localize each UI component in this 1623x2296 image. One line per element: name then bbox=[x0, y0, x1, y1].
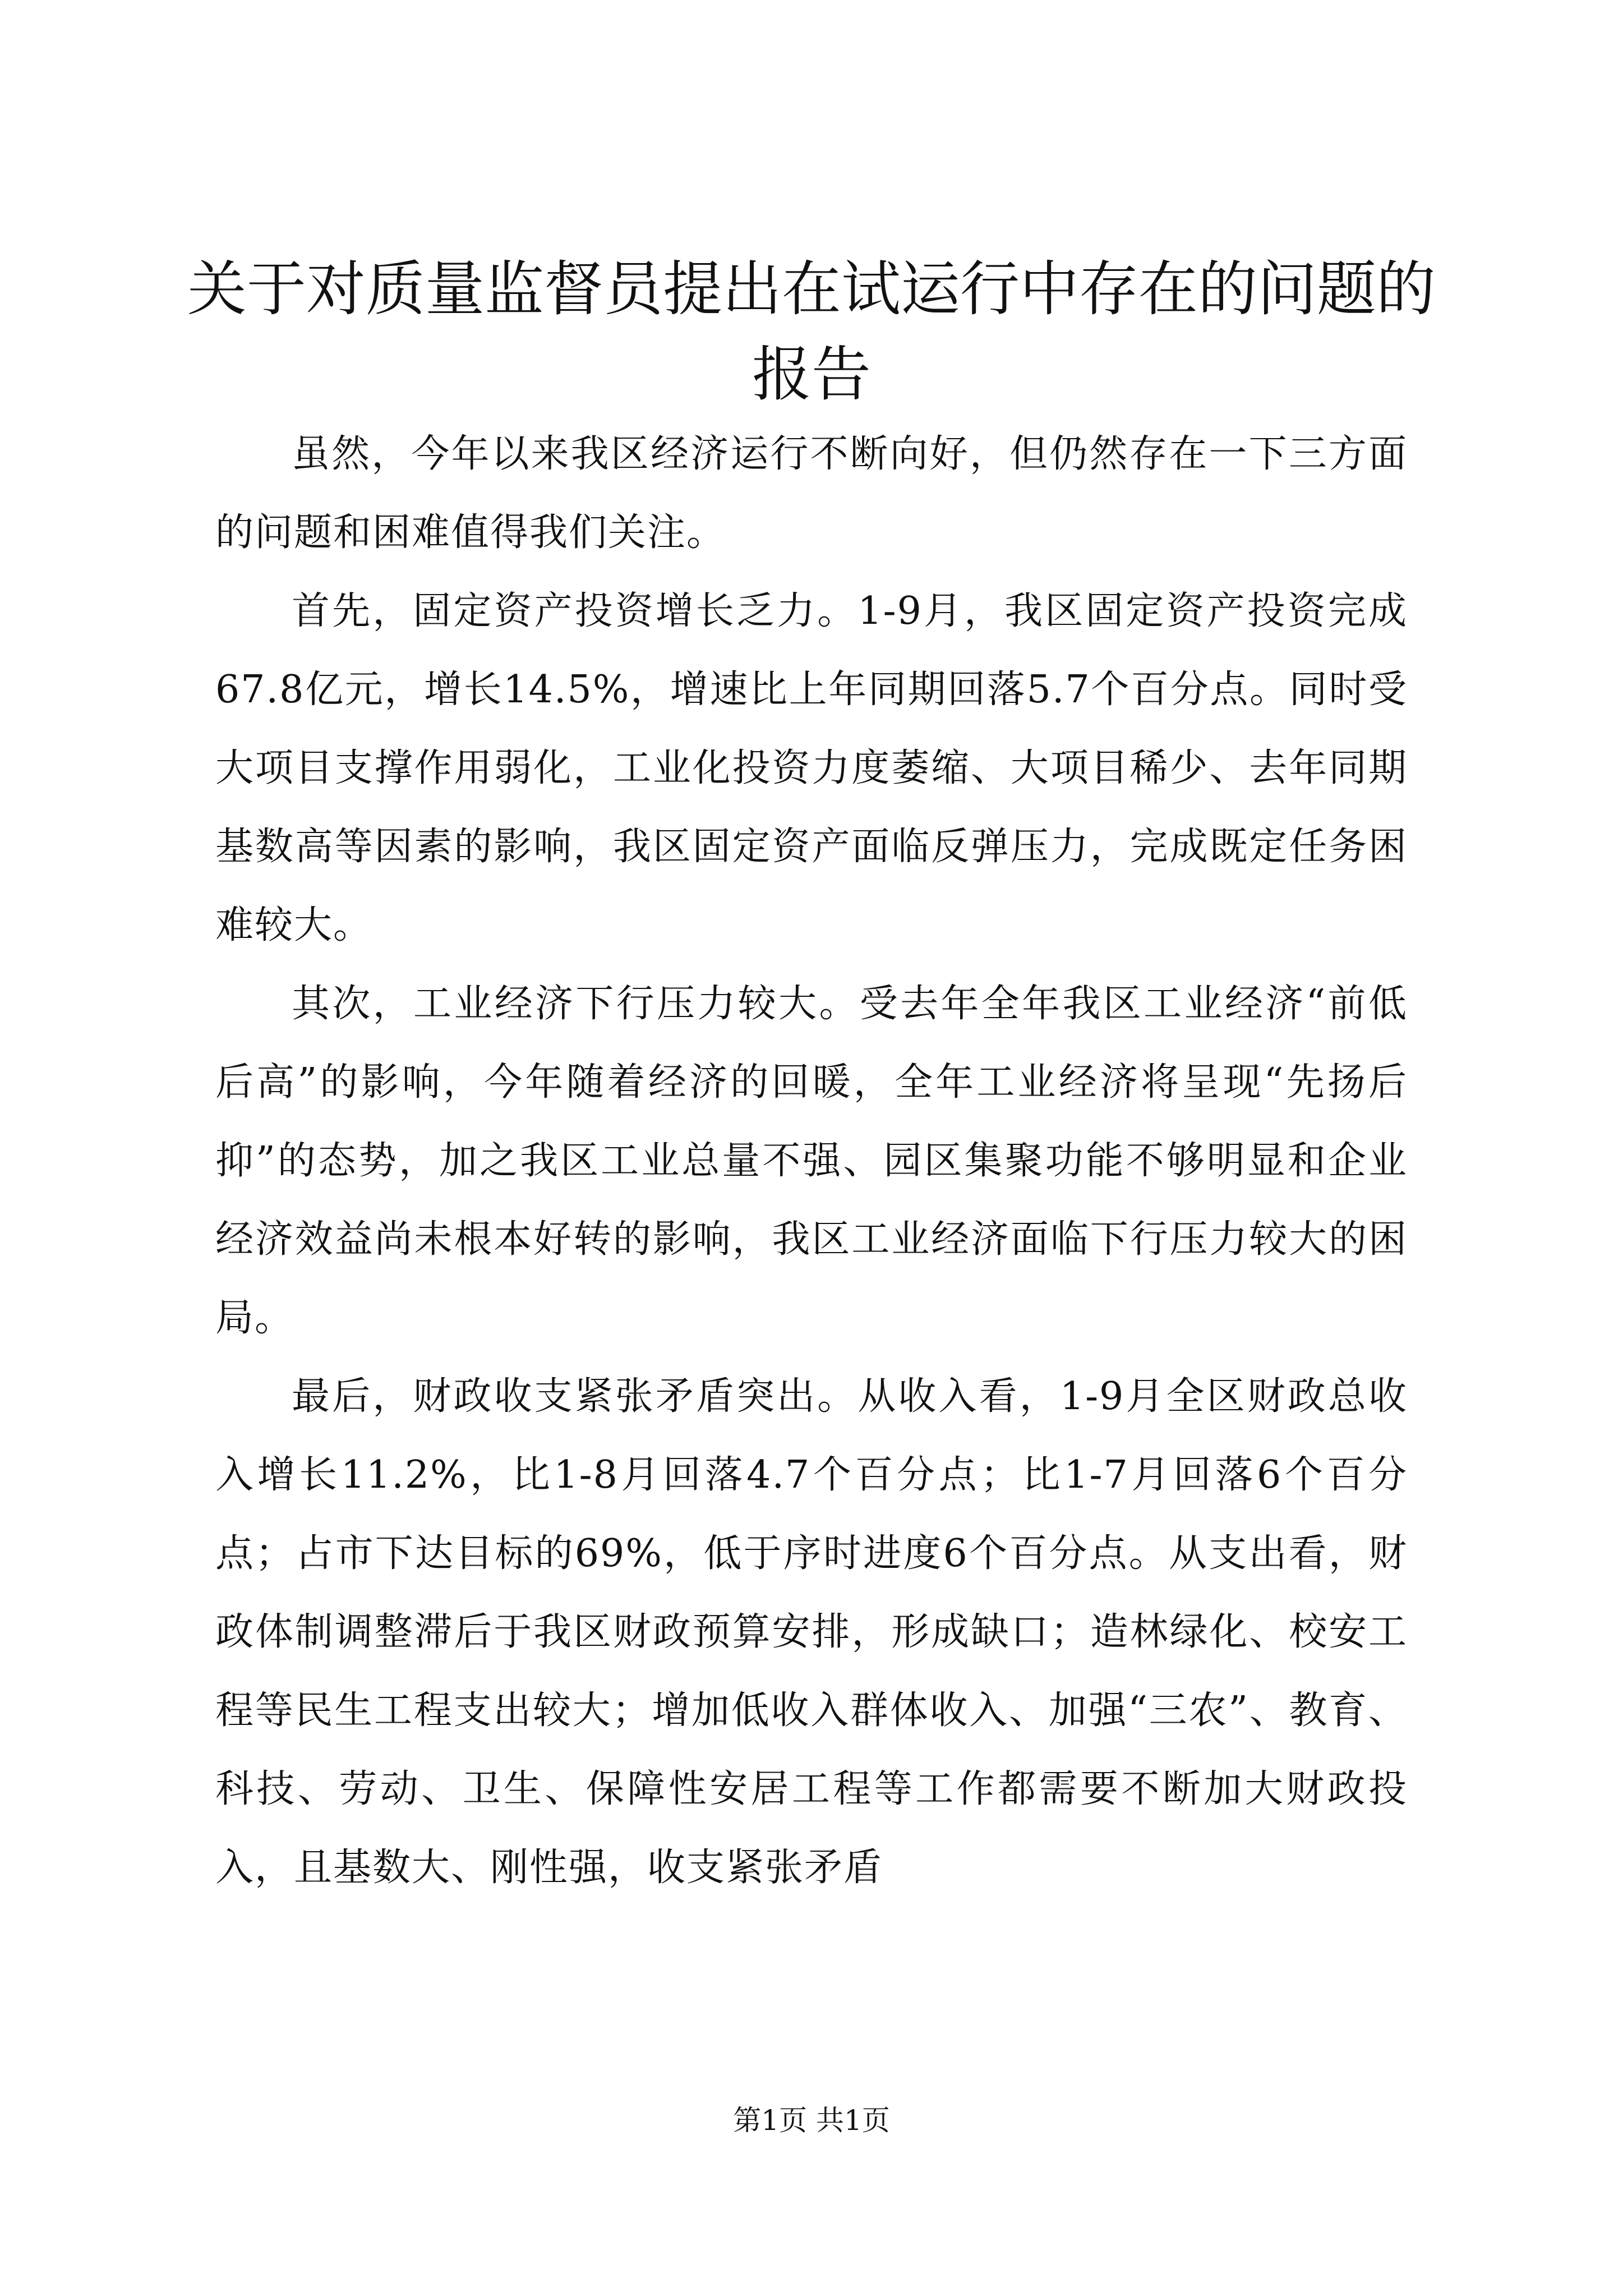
paragraph-fiscal-pressure: 最后，财政收支紧张矛盾突出。从收入看，1-9月全区财政总收入增长11.2%，比1-8月回落4.7个百分点；比1-7月回落6个百分点；占市下达目标的69%，低于序时进度6个百分点。从支出看，财政体制调整滞后于我区财政预算安排，形成缺口；造林绿化、校安工程等民生工程支出较大；增加低收入群体收入、加强“三农”、教育、科技、劳动、卫生、保障性安居工程等工作都需要不断加大财政投入，且基数大、刚性强，收支紧张矛盾 bbox=[215, 1374, 1408, 1890]
page-footer: 第1页 共1页 bbox=[733, 2104, 890, 2137]
paragraph-fixed-asset-investment: 首先，固定资产投资增长乏力。1-9月，我区固定资产投资完成67.8亿元，增长14.5%，增速比上年同期回落5.7个百分点。同时受大项目支撑作用弱化，工业化投资力度萎缩、大项目稀少、去年同期基数高等因素的影响，我区固定资产面临反弹压力，完成既定任务困难较大。 bbox=[215, 589, 1408, 947]
document-title: 关于对质量监督员提出在试运行中存在的问题的报告 bbox=[187, 255, 1436, 409]
paragraph-intro: 虽然，今年以来我区经济运行不断向好，但仍然存在一下三方面的问题和困难值得我们关注。 bbox=[215, 432, 1408, 555]
document-body bbox=[215, 415, 1408, 1907]
paragraph-industrial-economy: 其次，工业经济下行压力较大。受去年全年我区工业经济“前低后高”的影响，今年随着经济的回暖，全年工业经济将呈现“先扬后抑”的态势，加之我区工业总量不强、园区集聚功能不够明显和企业经济效益尚未根本好转的影响，我区工业经济面临下行压力较大的困局。 bbox=[215, 982, 1408, 1340]
